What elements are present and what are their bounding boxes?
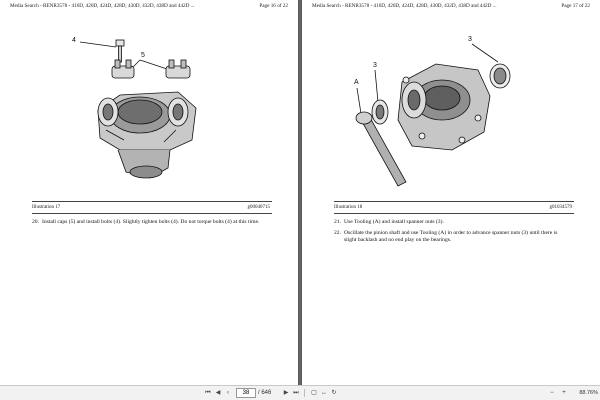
- previous-view-icon[interactable]: ‹: [227, 390, 229, 396]
- instruction-step: [334, 230, 570, 244]
- step-number: 22.: [334, 230, 341, 236]
- page-number-input[interactable]: [236, 388, 256, 398]
- page-header-number: Page 16 of 22: [259, 3, 288, 9]
- callout-3: 3: [373, 62, 377, 69]
- rotate-icon[interactable]: ↻: [331, 390, 337, 396]
- caption-rule: [32, 213, 272, 214]
- callout-3: 3: [468, 36, 472, 43]
- page-header-number: Page 17 of 22: [561, 3, 590, 9]
- toolbar-divider: [304, 389, 305, 397]
- zoom-level[interactable]: 88.76%: [579, 390, 598, 396]
- step-number: 21.: [334, 219, 341, 225]
- pdf-page-right: [302, 0, 600, 386]
- fit-width-icon[interactable]: ↔: [321, 390, 327, 396]
- pdf-page-left: [0, 0, 298, 386]
- zoom-out-icon[interactable]: −: [550, 390, 554, 396]
- callout-a: A: [354, 79, 359, 86]
- illustration-label: Illustration 18: [334, 205, 363, 210]
- next-page-icon[interactable]: ▶: [283, 390, 289, 396]
- first-page-icon[interactable]: ⏮: [205, 390, 211, 396]
- page-header-title: Media Search - RENR3578 - 416D, 420D, 424D, 428D, 430D, 432D, 438D and 442D ...: [312, 3, 497, 9]
- total-pages-label: / 646: [258, 390, 272, 396]
- callout-5: 5: [141, 52, 145, 59]
- pdf-viewer-toolbar: [0, 385, 600, 400]
- spanner-tool-illustration: [302, 0, 600, 200]
- zoom-in-icon[interactable]: +: [562, 390, 566, 396]
- step-text: Use Tooling (A) and install spanner nuts (3).: [344, 219, 444, 225]
- illustration-label: Illustration 17: [32, 205, 61, 210]
- previous-page-icon[interactable]: ◀: [215, 390, 221, 396]
- illustration-id: g01034579: [549, 205, 572, 210]
- page-header-title: Media Search - RENR3578 - 416D, 420D, 424D, 428D, 430D, 432D, 438D and 442D ...: [10, 3, 195, 9]
- callout-4: 4: [72, 37, 76, 44]
- caption-rule: [334, 213, 574, 214]
- instruction-step: [32, 219, 268, 226]
- last-page-icon[interactable]: ⏭: [293, 390, 299, 396]
- step-number: 20.: [32, 219, 39, 225]
- caption-rule: [334, 201, 574, 202]
- fit-page-icon[interactable]: ▢: [311, 390, 317, 396]
- step-text: Oscillate the pinion shaft and use Tooling (A) in order to advance spanner nuts (3) until there is slight backlash and no end play on the bearings.: [344, 230, 558, 243]
- caption-rule: [32, 201, 272, 202]
- instruction-step: [334, 219, 570, 226]
- differential-illustration: [0, 0, 298, 200]
- step-text: Install caps (5) and install bolts (4). Slightly tighten bolts (4). Do not torque bolts (4) at this time.: [42, 219, 260, 225]
- illustration-id: g00040715: [247, 205, 270, 210]
